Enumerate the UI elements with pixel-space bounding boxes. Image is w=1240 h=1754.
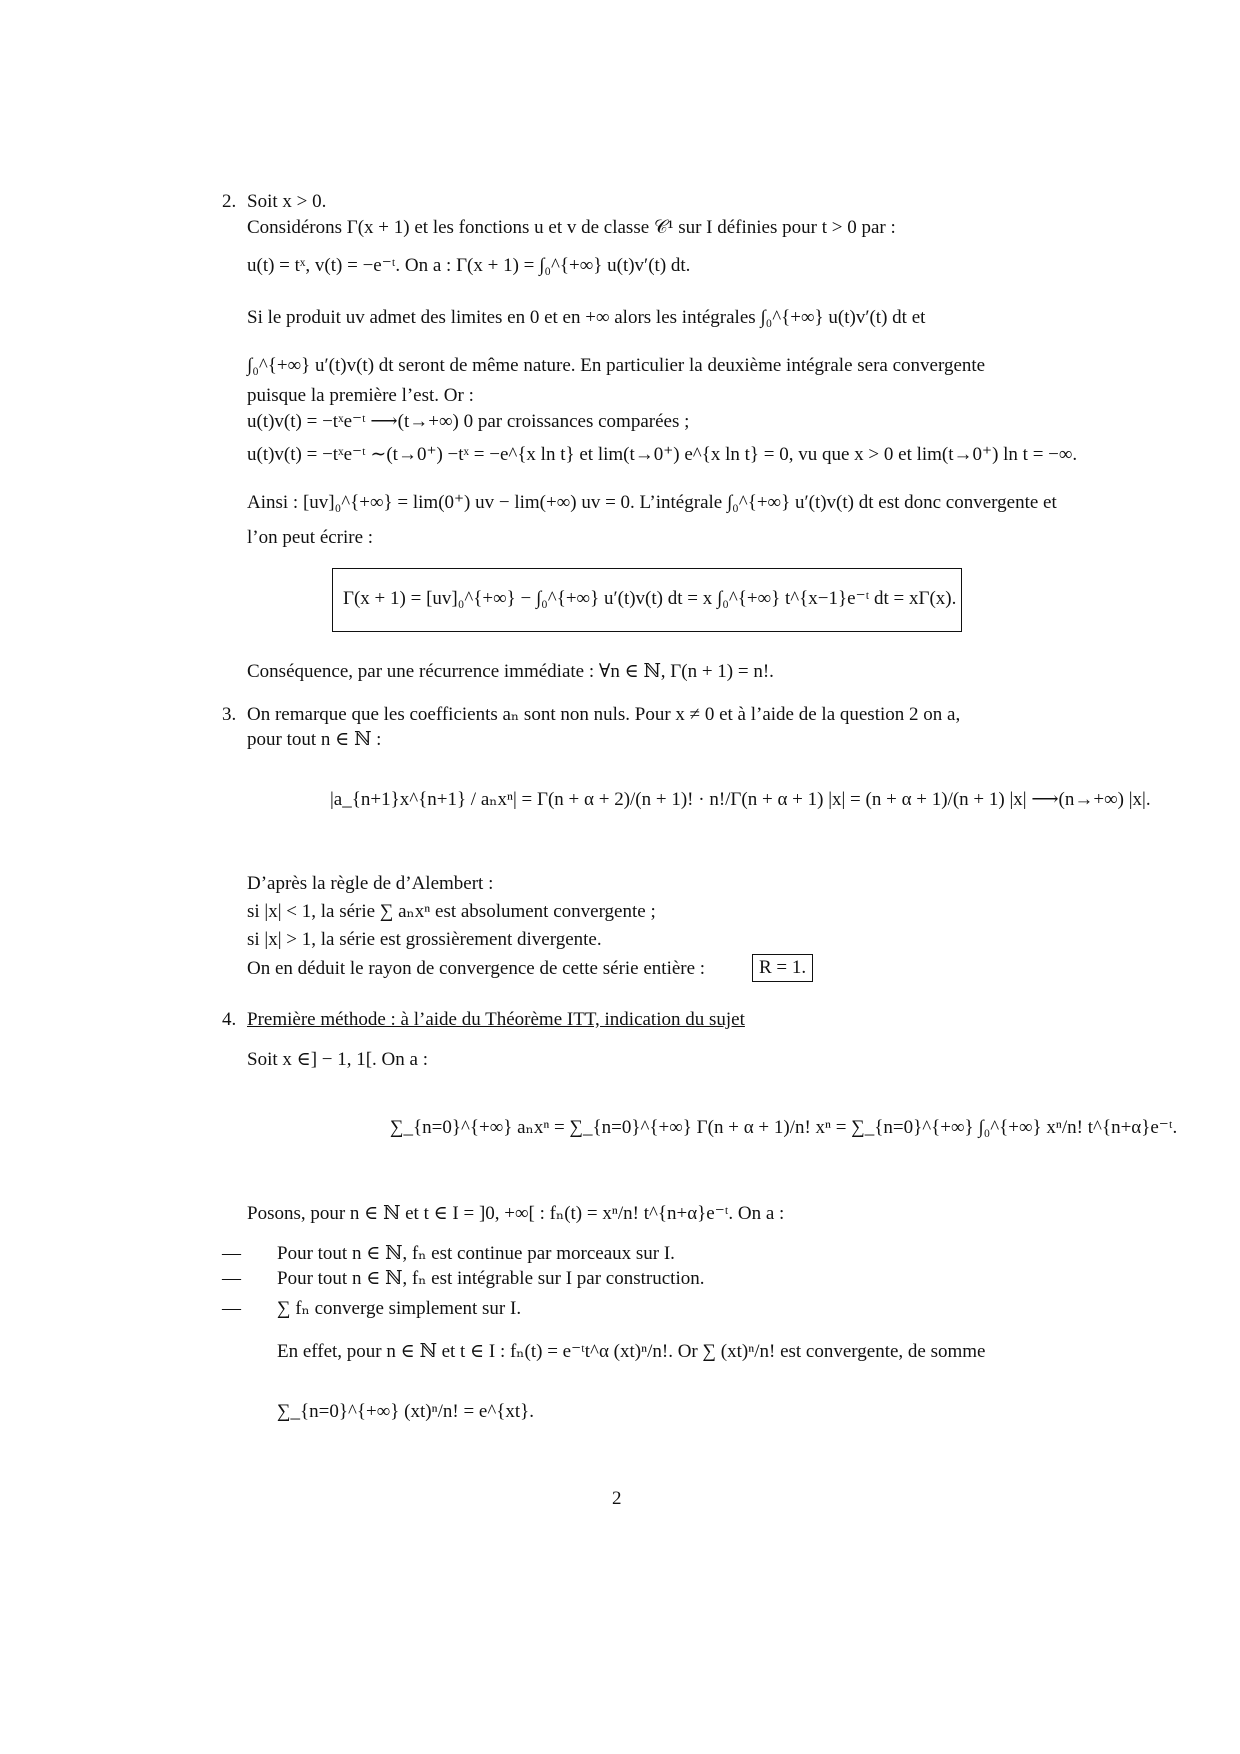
question-4-number: 4.: [222, 1009, 237, 1030]
q3-line-3: D’après la règle de d’Alembert :: [247, 873, 494, 894]
bullet-3-dash: —: [222, 1298, 241, 1319]
boxed-formula: [332, 568, 962, 632]
q3-line-5: si |x| > 1, la série est grossièrement divergente.: [247, 929, 602, 950]
question-3-number: 3.: [222, 704, 237, 725]
q4-line-2: Posons, pour n ∈ ℕ et t ∈ I = ]0, +∞[ : fₙ(t) = xⁿ/n! t^{n+α}e⁻ᵗ. On a :: [247, 1203, 785, 1224]
q2-line-10: l’on peut écrire :: [247, 527, 374, 548]
q2-line-1: Soit x > 0.: [247, 191, 327, 212]
q4-title: Première méthode : à l’aide du Théorème ITT, indication du sujet: [247, 1009, 745, 1030]
bullet-1: Pour tout n ∈ ℕ, fₙ est continue par morceaux sur I.: [277, 1243, 675, 1264]
bullet-1-dash: —: [222, 1243, 241, 1264]
q2-line-9: Ainsi : [uv]₀^{+∞} = lim(0⁺) uv − lim(+∞) uv = 0. L’intégrale ∫₀^{+∞} u′(t)v(t) dt est donc convergente et: [247, 492, 1057, 513]
sum-formula: ∑_{n=0}^{+∞} aₙxⁿ = ∑_{n=0}^{+∞} Γ(n + α + 1)/n! xⁿ = ∑_{n=0}^{+∞} ∫₀^{+∞} xⁿ/n! t^{n+α}e⁻ᵗ.: [390, 1117, 1178, 1138]
bullet-3: ∑ fₙ converge simplement sur I.: [277, 1298, 522, 1319]
q2-line-2: Considérons Γ(x + 1) et les fonctions u et v de classe 𝒞¹ sur I définies pour t > 0 par :: [247, 217, 896, 238]
radius-box: R = 1.: [752, 954, 813, 982]
q3-line-1: On remarque que les coefficients aₙ sont non nuls. Pour x ≠ 0 et à l’aide de la question 2 on a,: [247, 704, 961, 725]
page-number: 2: [612, 1488, 622, 1509]
q2-line-4: Si le produit uv admet des limites en 0 et en +∞ alors les intégrales ∫₀^{+∞} u(t)v′(t) dt et: [247, 307, 926, 328]
q2-line-3: u(t) = tˣ, v(t) = −e⁻ᵗ. On a : Γ(x + 1) = ∫₀^{+∞} u(t)v′(t) dt.: [247, 255, 691, 276]
q2-line-7: u(t)v(t) = −tˣe⁻ᵗ ⟶(t→+∞) 0 par croissances comparées ;: [247, 411, 690, 432]
q3-line-2: pour tout n ∈ ℕ :: [247, 729, 382, 750]
q4-line-4: ∑_{n=0}^{+∞} (xt)ⁿ/n! = e^{xt}.: [277, 1401, 535, 1422]
q2-line-5: ∫₀^{+∞} u′(t)v(t) dt seront de même nature. En particulier la deuxième intégrale sera convergente: [247, 355, 986, 376]
q3-line-6: On en déduit le rayon de convergence de cette série entière :: [247, 958, 706, 979]
boxed-formula-text: Γ(x + 1) = [uv]₀^{+∞} − ∫₀^{+∞} u′(t)v(t) dt = x ∫₀^{+∞} t^{x−1}e⁻ᵗ dt = xΓ(x).: [343, 588, 957, 609]
question-2-number: 2.: [222, 191, 237, 212]
q3-line-4: si |x| < 1, la série ∑ aₙxⁿ est absolument convergente ;: [247, 901, 656, 922]
ratio-formula: |a_{n+1}x^{n+1} / aₙxⁿ| = Γ(n + α + 2)/(n + 1)! · n!/Γ(n + α + 1) |x| = (n + α + 1)/(n + 1) |x| ⟶(n→+∞) |x|.: [330, 789, 1151, 810]
bullet-2-dash: —: [222, 1268, 241, 1289]
q2-consequence: Conséquence, par une récurrence immédiate : ∀n ∈ ℕ, Γ(n + 1) = n!.: [247, 661, 774, 682]
bullet-2: Pour tout n ∈ ℕ, fₙ est intégrable sur I par construction.: [277, 1268, 705, 1289]
q4-line-3: En effet, pour n ∈ ℕ et t ∈ I : fₙ(t) = e⁻ᵗt^α (xt)ⁿ/n!. Or ∑ (xt)ⁿ/n! est convergente, de somme: [277, 1341, 986, 1362]
q2-line-6: puisque la première l’est. Or :: [247, 385, 474, 406]
q2-line-8: u(t)v(t) = −tˣe⁻ᵗ ∼(t→0⁺) −tˣ = −e^{x ln t} et lim(t→0⁺) e^{x ln t} = 0, vu que x > 0 et lim(t→0⁺) ln t = −∞.: [247, 444, 1078, 465]
q4-line-1: Soit x ∈] − 1, 1[. On a :: [247, 1049, 428, 1070]
